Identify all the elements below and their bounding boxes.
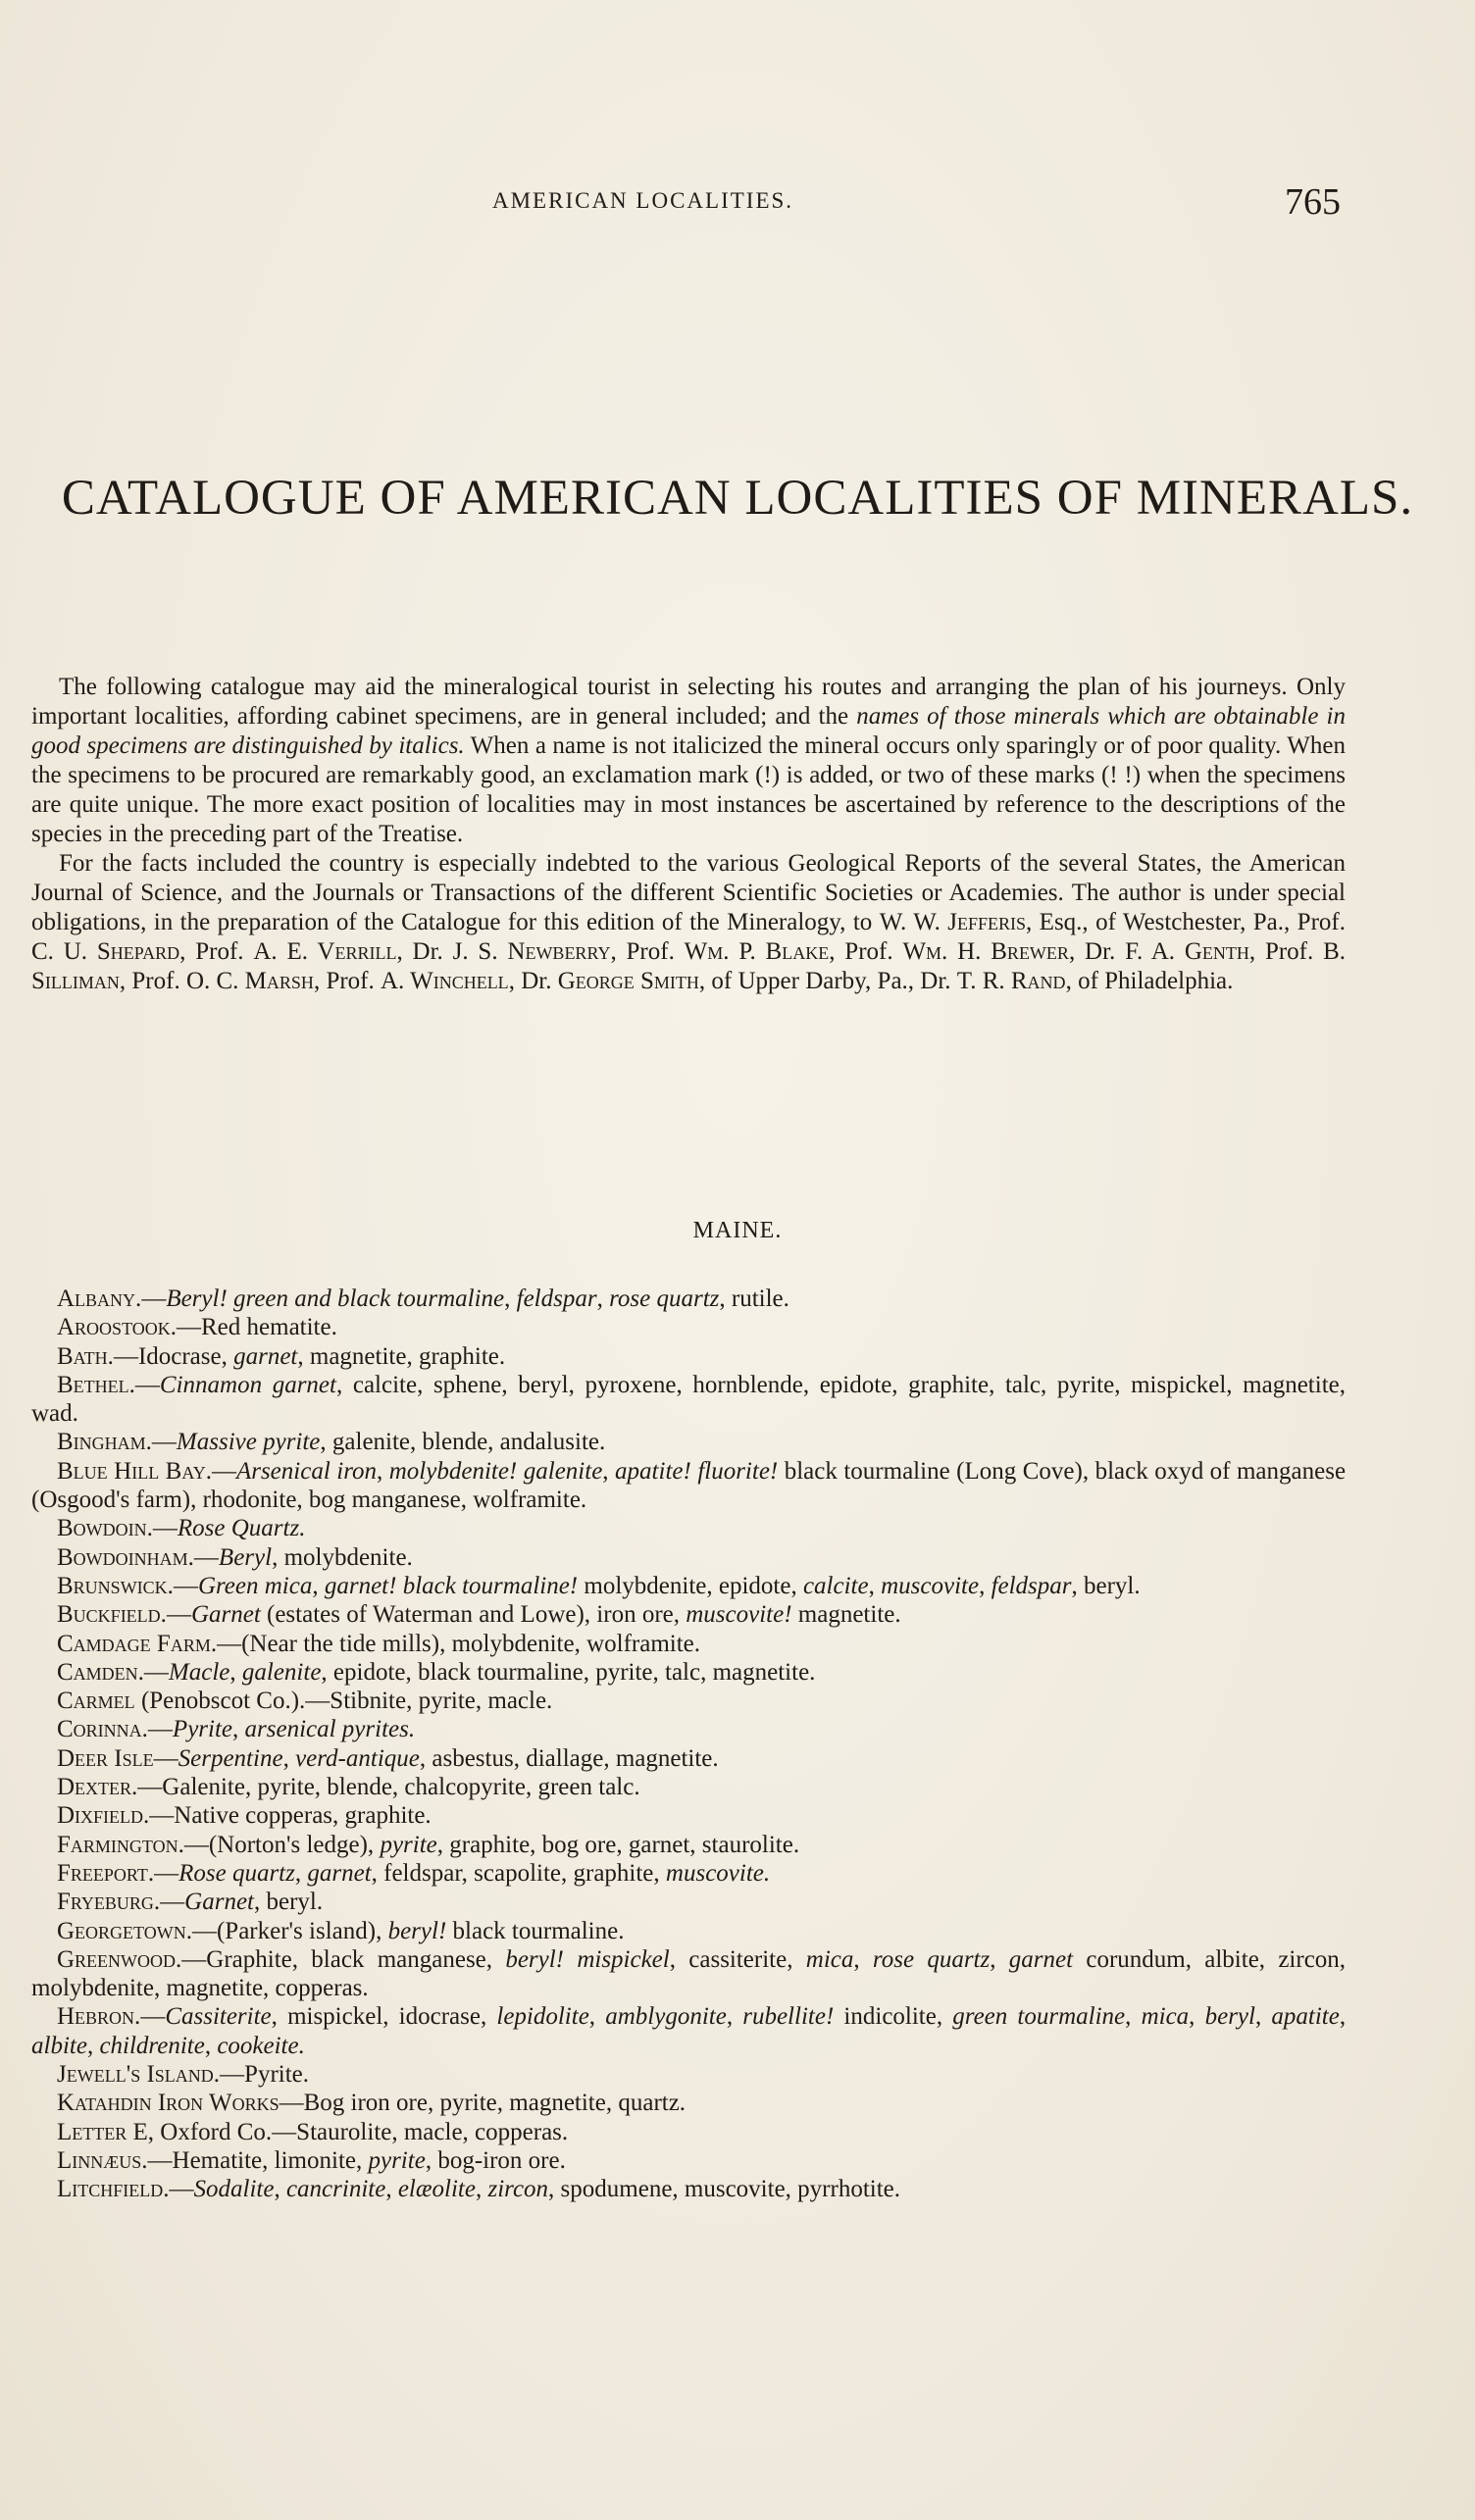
locality-text: — bbox=[134, 1371, 160, 1398]
mineral-italic: Rose Quartz. bbox=[177, 1515, 306, 1542]
mineral-italic: childrenite bbox=[99, 2032, 205, 2059]
locality-name: Bethel. bbox=[57, 1371, 135, 1398]
locality-text: , bog-iron ore. bbox=[425, 2146, 566, 2174]
locality-text: —Galenite, pyrite, blende, chalcopyrite, green talc. bbox=[137, 1774, 640, 1801]
mineral-italic: molybdenite! bbox=[388, 1457, 518, 1485]
mineral-italic: Green mica bbox=[197, 1572, 313, 1599]
locality-entry bbox=[31, 1313, 1346, 1341]
locality-text: , epidote, black tourmaline, pyrite, talc, magnetite. bbox=[321, 1658, 816, 1686]
mineral-italic: elæolite bbox=[397, 2176, 476, 2203]
locality-text: , spodumene, muscovite, pyrrhotite. bbox=[548, 2176, 901, 2203]
mineral-italic: mica bbox=[1141, 2003, 1190, 2031]
mineral-italic: Beryl! bbox=[166, 1285, 228, 1312]
locality-entry bbox=[31, 1572, 1346, 1600]
mineral-italic: pyrite bbox=[380, 1831, 437, 1858]
mineral-italic: rubellite! bbox=[742, 2003, 835, 2031]
intro-text bbox=[31, 673, 1346, 996]
locality-text: , bbox=[1125, 2003, 1142, 2031]
locality-text: , calcite, sphene, beryl, pyroxene, hornblende, epidote, graphite, talc, pyrite, mispickel, magnetite, wad. bbox=[31, 1371, 1346, 1428]
locality-text: , bbox=[588, 2003, 606, 2031]
locality-text: , bbox=[274, 2176, 286, 2203]
mineral-italic: apatite bbox=[1271, 2003, 1340, 2031]
locality-name: Georgetown. bbox=[57, 1917, 192, 1944]
locality-text bbox=[564, 1946, 577, 1973]
locality-text: —Graphite, black manganese, bbox=[181, 1945, 506, 1973]
locality-text: , beryl. bbox=[254, 1889, 324, 1916]
locality-name: Buckfield. bbox=[57, 1601, 167, 1629]
locality-text: , bbox=[282, 1744, 296, 1772]
locality-name: Linnæus. bbox=[57, 2146, 148, 2174]
locality-text: , bbox=[232, 1716, 245, 1743]
mineral-italic: garnet bbox=[307, 1859, 372, 1887]
locality-text: — bbox=[140, 2003, 166, 2031]
locality-list bbox=[31, 1285, 1346, 2204]
locality-text: —Idocrase, bbox=[113, 1342, 234, 1370]
locality-name: Bath. bbox=[57, 1342, 114, 1370]
mineral-italic: Arsenical iron bbox=[235, 1457, 377, 1485]
locality-name: Dixfield. bbox=[57, 1802, 150, 1830]
locality-text: —Red hematite. bbox=[177, 1314, 337, 1341]
locality-name: Corinna. bbox=[57, 1716, 148, 1743]
locality-text: — bbox=[143, 1658, 169, 1686]
locality-text: — bbox=[193, 1543, 219, 1571]
contributor-name: C. U. Shepard bbox=[31, 938, 180, 965]
locality-entry bbox=[31, 1600, 1346, 1629]
mineral-italic: Cassiterite bbox=[165, 2003, 272, 2031]
mineral-italic: Serpentine bbox=[178, 1744, 283, 1772]
locality-entry bbox=[31, 1744, 1346, 1773]
locality-entry bbox=[31, 1630, 1346, 1658]
locality-text: —(Parker's island), bbox=[191, 1917, 388, 1944]
mineral-italic: zircon bbox=[487, 2176, 549, 2203]
locality-entry bbox=[31, 1457, 1346, 1515]
locality-text: , bbox=[475, 2176, 488, 2203]
locality-text: , rutile. bbox=[719, 1285, 789, 1312]
locality-entry bbox=[31, 1543, 1346, 1572]
mineral-italic: calcite bbox=[802, 1572, 869, 1599]
locality-name: Hebron. bbox=[57, 2003, 141, 2031]
locality-text: , bbox=[86, 2032, 100, 2059]
locality-text: , asbestus, diallage, magnetite. bbox=[419, 1744, 719, 1772]
contributor-name: B. Silliman bbox=[31, 938, 1347, 994]
locality-text: — bbox=[153, 1744, 178, 1772]
locality-text: , bbox=[868, 1572, 882, 1599]
locality-name: Albany. bbox=[57, 1285, 142, 1312]
locality-text: , beryl. bbox=[1071, 1572, 1141, 1599]
locality-text: — bbox=[147, 1716, 173, 1743]
contributor-name: Wm. P. Blake bbox=[684, 938, 830, 965]
locality-name: Jewell's Island. bbox=[57, 2061, 221, 2089]
locality-text: (estates of Waterman and Lowe), iron ore, bbox=[260, 1601, 687, 1629]
contributor-name: A. Winchell bbox=[381, 968, 509, 994]
mineral-italic: apatite! bbox=[615, 1457, 691, 1485]
mineral-italic: Pyrite bbox=[172, 1716, 233, 1743]
locality-text: — bbox=[169, 2176, 194, 2203]
mineral-italic: verd-antique bbox=[295, 1744, 420, 1772]
mineral-italic: beryl! bbox=[505, 1945, 565, 1973]
locality-entry bbox=[31, 1945, 1346, 2003]
mineral-italic: garnet bbox=[233, 1342, 298, 1370]
locality-text: , bbox=[979, 1572, 992, 1599]
mineral-italic: cookeite. bbox=[217, 2032, 305, 2059]
mineral-italic: Massive pyrite bbox=[176, 1429, 321, 1456]
mineral-italic: Cinnamon garnet bbox=[159, 1371, 336, 1398]
locality-name: Aroostook. bbox=[57, 1314, 177, 1341]
locality-text: , magnetite, graphite. bbox=[297, 1342, 506, 1370]
locality-text: , bbox=[229, 1658, 242, 1686]
locality-entry bbox=[31, 2089, 1346, 2117]
mineral-italic: feldspar bbox=[991, 1572, 1072, 1599]
mineral-italic: beryl! bbox=[387, 1917, 447, 1944]
mineral-italic: rose quartz bbox=[609, 1285, 720, 1312]
locality-text: —(Near the tide mills), molybdenite, wolframite. bbox=[217, 1630, 701, 1657]
page-title: CATALOGUE OF AMERICAN LOCALITIES OF MINERALS. bbox=[61, 471, 1414, 526]
intro-paragraph-2 bbox=[31, 849, 1346, 996]
intro-p2-text: , of Upper Darby, Pa., Dr. bbox=[698, 968, 957, 994]
locality-text: , bbox=[504, 1285, 517, 1312]
intro-paragraph-1 bbox=[31, 673, 1346, 849]
intro-p2-text: , Esq., of Westchester, Pa., Prof. bbox=[1026, 909, 1346, 935]
locality-entry bbox=[31, 2002, 1346, 2060]
mineral-italic: rose quartz bbox=[872, 1945, 991, 1973]
mineral-italic: mispickel bbox=[577, 1945, 670, 1973]
locality-text: , bbox=[1254, 2003, 1272, 2031]
mineral-italic: lepidolite bbox=[496, 2003, 589, 2031]
mineral-italic: galenite bbox=[241, 1658, 322, 1686]
locality-entry bbox=[31, 1514, 1346, 1542]
mineral-italic: green tourmaline bbox=[952, 2003, 1126, 2031]
locality-name: Blue Hill Bay. bbox=[57, 1457, 212, 1485]
locality-text: , mispickel, idocrase, bbox=[271, 2003, 497, 2031]
mineral-italic: galenite bbox=[523, 1457, 603, 1485]
contributor-name: F. A. Genth bbox=[1125, 938, 1249, 965]
locality-text: molybdenite, epidote, bbox=[578, 1572, 803, 1599]
mineral-italic: muscovite! bbox=[686, 1601, 792, 1629]
intro-p2-text: , Prof. bbox=[610, 938, 685, 965]
locality-text: , bbox=[312, 1572, 325, 1599]
locality-entry bbox=[31, 1859, 1346, 1888]
locality-entry bbox=[31, 1285, 1346, 1313]
locality-text: indicolite, bbox=[834, 2003, 953, 2031]
intro-p1-text-a: The following catalogue may aid the mineralogical tourist in selecting his routes and arranging the plan of his journeys. Only important localities, affording cabinet specimens, are in general included; and the bbox=[31, 674, 1346, 730]
locality-text: — bbox=[154, 1859, 179, 1887]
locality-text: , bbox=[853, 1945, 873, 1973]
locality-text: , molybdenite. bbox=[272, 1543, 413, 1571]
locality-name: Greenwood. bbox=[57, 1945, 182, 1973]
locality-text: — bbox=[166, 1601, 191, 1629]
locality-text: — bbox=[141, 1285, 167, 1312]
locality-name: Camden. bbox=[57, 1658, 144, 1686]
mineral-italic: garnet! bbox=[324, 1572, 397, 1599]
locality-text: , bbox=[1339, 2003, 1347, 2031]
locality-text: , bbox=[602, 1457, 616, 1485]
intro-p1-text-c: When a name is not italicized the mineral occurs only sparingly or of poor quality. When the specimens to be procured are remarkably good, an exclamation mark (!) is added, or two of these marks (! !) when the specimens are quite unique. The more exact position of localities may in most instances be ascertained by reference to the descriptions of the species in the preceding part of the Treatise. bbox=[31, 732, 1346, 847]
locality-name: Bowdoinham. bbox=[57, 1543, 194, 1571]
page-number: 765 bbox=[1285, 181, 1341, 223]
intro-p2-text: , Dr. bbox=[396, 938, 453, 965]
mineral-italic: Garnet bbox=[184, 1889, 254, 1916]
mineral-italic: black tourmaline! bbox=[402, 1572, 579, 1599]
locality-entry bbox=[31, 2175, 1346, 2203]
locality-name: Bingham. bbox=[57, 1429, 152, 1456]
mineral-italic: muscovite. bbox=[665, 1859, 771, 1887]
mineral-italic: Macle bbox=[168, 1658, 230, 1686]
locality-name: Carmel bbox=[57, 1688, 135, 1715]
contributor-name: J. S. Newberry bbox=[452, 938, 611, 965]
locality-name: Farmington. bbox=[57, 1831, 184, 1858]
intro-p2-text: , Prof. bbox=[119, 968, 186, 994]
mineral-italic: feldspar bbox=[516, 1285, 597, 1312]
locality-text: — bbox=[152, 1515, 178, 1542]
locality-text: , galenite, blende, andalusite. bbox=[320, 1429, 606, 1456]
locality-entry bbox=[31, 1831, 1346, 1859]
locality-name: Letter E bbox=[57, 2118, 148, 2145]
locality-text: , bbox=[294, 1859, 308, 1887]
locality-text: — bbox=[173, 1572, 198, 1599]
locality-name: Litchfield. bbox=[57, 2176, 170, 2203]
locality-text: — bbox=[211, 1457, 236, 1485]
locality-name: Brunswick. bbox=[57, 1572, 174, 1599]
contributor-name: A. E. Verrill bbox=[253, 938, 397, 965]
locality-text: , feldspar, scapolite, graphite, bbox=[371, 1859, 666, 1887]
mineral-italic: muscovite bbox=[881, 1572, 980, 1599]
mineral-italic: Garnet bbox=[190, 1601, 261, 1629]
mineral-italic: albite bbox=[31, 2032, 87, 2059]
intro-p2-text: , Prof. bbox=[829, 938, 903, 965]
contributor-name: O. C. Marsh bbox=[185, 968, 314, 994]
locality-text: black tourmaline. bbox=[446, 1917, 625, 1944]
intro-p2-text: , Prof. bbox=[179, 938, 254, 965]
locality-text: , bbox=[204, 2032, 218, 2059]
locality-text: (Penobscot Co.).—Stibnite, pyrite, macle. bbox=[134, 1688, 553, 1715]
intro-p2-text: , Prof. bbox=[313, 968, 381, 994]
locality-text: magnetite. bbox=[791, 1601, 901, 1629]
locality-text: —Hematite, limonite, bbox=[147, 2146, 369, 2174]
locality-text: —Pyrite. bbox=[220, 2061, 310, 2089]
locality-entry bbox=[31, 1888, 1346, 1916]
mineral-italic: beryl bbox=[1204, 2003, 1255, 2031]
mineral-italic: garnet bbox=[1008, 1945, 1074, 1973]
locality-entry bbox=[31, 1658, 1346, 1687]
locality-text: —Bog iron ore, pyrite, magnetite, quartz. bbox=[279, 2090, 687, 2117]
mineral-italic: Beryl bbox=[218, 1543, 273, 1571]
mineral-italic: cancrinite bbox=[285, 2176, 386, 2203]
locality-text: — bbox=[160, 1889, 185, 1916]
locality-entry bbox=[31, 1917, 1346, 1945]
locality-entry bbox=[31, 1801, 1346, 1830]
locality-name: Katahdin Iron Works bbox=[57, 2090, 280, 2117]
locality-text: , bbox=[385, 2176, 398, 2203]
locality-text: , bbox=[377, 1457, 389, 1485]
locality-text: corundum, albite, zircon, molybdenite, magnetite, copperas. bbox=[31, 1945, 1347, 2002]
contributor-name: T. R. Rand bbox=[956, 968, 1066, 994]
contributor-name: Wm. H. Brewer bbox=[902, 938, 1069, 965]
locality-name: Dexter. bbox=[57, 1774, 138, 1801]
locality-text: , Oxford Co.—Staurolite, macle, copperas. bbox=[147, 2118, 569, 2145]
locality-text: , bbox=[726, 2003, 743, 2031]
locality-entry bbox=[31, 2118, 1346, 2146]
locality-entry bbox=[31, 1342, 1346, 1371]
locality-text: , bbox=[990, 1945, 1009, 1973]
mineral-italic: Sodalite bbox=[193, 2176, 275, 2203]
locality-name: Camdage Farm. bbox=[57, 1630, 218, 1657]
locality-text: —(Norton's ledge), bbox=[183, 1831, 381, 1858]
state-heading: MAINE. bbox=[692, 1218, 783, 1243]
mineral-italic: arsenical pyrites. bbox=[244, 1716, 416, 1743]
running-head bbox=[0, 181, 1475, 224]
locality-name: Bowdoin. bbox=[57, 1515, 153, 1542]
locality-text: , graphite, bog ore, garnet, staurolite. bbox=[436, 1831, 800, 1858]
locality-entry bbox=[31, 1773, 1346, 1801]
locality-entry bbox=[31, 1428, 1346, 1456]
intro-p2-text: , Dr. bbox=[1068, 938, 1126, 965]
locality-entry bbox=[31, 2146, 1346, 2175]
locality-entry bbox=[31, 2060, 1346, 2089]
locality-text: black tourmaline (Long Cove), black oxyd of manganese (Osgood's farm), rhodonite, bog manganese, wolframite. bbox=[31, 1457, 1347, 1514]
locality-name: Deer Isle bbox=[57, 1744, 154, 1772]
mineral-italic: Rose quartz bbox=[178, 1859, 295, 1887]
intro-p2-text: , of Philadelphia. bbox=[1065, 968, 1234, 994]
mineral-italic: fluorite! bbox=[697, 1457, 779, 1485]
running-title: AMERICAN LOCALITIES. bbox=[492, 188, 794, 213]
intro-p2-text: , Prof. bbox=[1248, 938, 1324, 965]
contributor-name: George Smith bbox=[557, 968, 699, 994]
locality-name: Freeport. bbox=[57, 1859, 155, 1887]
locality-text: , bbox=[1189, 2003, 1205, 2031]
locality-entry bbox=[31, 1371, 1346, 1429]
locality-name: Fryeburg. bbox=[57, 1889, 161, 1916]
intro-p2-text: For the facts included the country is especially indebted to the various Geological Reports of the several States, the American Journal of Science, and the Journals or Transactions of the different Scientific Societies or Academies. The author is under special obligations, in the preparation of the Catalogue for this edition of the Mineralogy, to bbox=[31, 850, 1346, 935]
locality-text: — bbox=[151, 1429, 177, 1456]
locality-text: , bbox=[596, 1285, 610, 1312]
mineral-italic: pyrite bbox=[368, 2146, 426, 2174]
locality-entry bbox=[31, 1687, 1346, 1715]
mineral-italic: mica bbox=[805, 1945, 854, 1973]
locality-entry bbox=[31, 1715, 1346, 1743]
intro-p1-italic: names of those minerals which are obtainable in good specimens are distinguished by italics. bbox=[31, 703, 1347, 759]
locality-text: , cassiterite, bbox=[669, 1945, 806, 1973]
contributor-name: W. W. Jefferis bbox=[879, 909, 1026, 935]
mineral-italic: amblygonite bbox=[605, 2003, 727, 2031]
mineral-italic: green and black tourmaline bbox=[233, 1285, 505, 1312]
locality-text: —Native copperas, graphite. bbox=[149, 1802, 432, 1830]
intro-p2-text: , Dr. bbox=[508, 968, 558, 994]
